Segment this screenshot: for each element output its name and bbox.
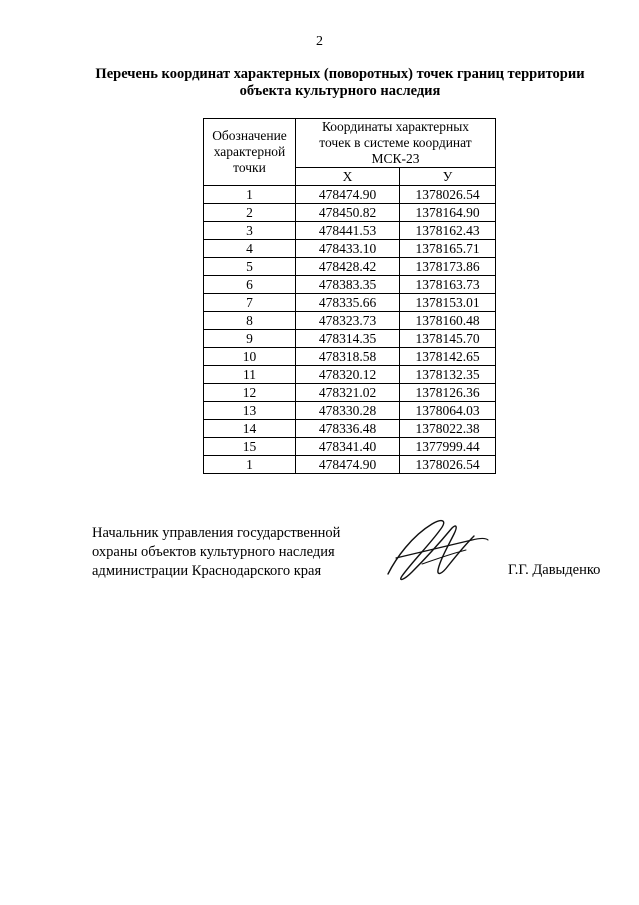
cell-y: 1378064.03 [400, 402, 496, 420]
table-row [204, 366, 496, 384]
signer-position-line: Начальник управления государственной [92, 525, 341, 541]
cell-x: 478428.42 [296, 258, 400, 276]
cell-x: 478441.53 [296, 222, 400, 240]
cell-point: 4 [204, 240, 296, 258]
cell-y: 1378160.48 [400, 312, 496, 330]
cell-point: 6 [204, 276, 296, 294]
cell-y: 1378165.71 [400, 240, 496, 258]
cell-y: 1378026.54 [400, 186, 496, 204]
cell-point: 5 [204, 258, 296, 276]
cell-x: 478320.12 [296, 366, 400, 384]
table-row [204, 276, 496, 294]
cell-point: 3 [204, 222, 296, 240]
cell-point: 1 [204, 186, 296, 204]
page-number: 2 [316, 34, 323, 49]
handwritten-signature-icon [382, 514, 490, 586]
header-x: Х [296, 168, 400, 186]
signer-name: Г.Г. Давыденко [508, 562, 601, 578]
cell-y: 1377999.44 [400, 438, 496, 456]
cell-x: 478314.35 [296, 330, 400, 348]
cell-x: 478474.90 [296, 186, 400, 204]
cell-y: 1378126.36 [400, 384, 496, 402]
header-y: У [400, 168, 496, 186]
cell-point: 9 [204, 330, 296, 348]
cell-x: 478450.82 [296, 204, 400, 222]
title-line-1: Перечень координат характерных (поворотных) точек границ территории [95, 66, 585, 82]
header-coordinates [296, 119, 496, 168]
table-row [204, 294, 496, 312]
cell-y: 1378162.43 [400, 222, 496, 240]
table-row [204, 312, 496, 330]
table-row [204, 438, 496, 456]
header-point-line: точки [233, 160, 266, 175]
cell-x: 478383.35 [296, 276, 400, 294]
cell-x: 478433.10 [296, 240, 400, 258]
header-coords-line: точек в системе координат [319, 135, 472, 150]
cell-x: 478336.48 [296, 420, 400, 438]
cell-point: 12 [204, 384, 296, 402]
table-row [204, 330, 496, 348]
header-coords-line: МСК-23 [371, 151, 420, 166]
coordinates-table [203, 118, 496, 474]
header-coords-line: Координаты характерных [321, 119, 470, 134]
table-row [204, 258, 496, 276]
cell-x: 478474.90 [296, 456, 400, 474]
cell-y: 1378022.38 [400, 420, 496, 438]
table-row [204, 222, 496, 240]
cell-y: 1378163.73 [400, 276, 496, 294]
header-point-line: характерной [213, 144, 286, 159]
table-row [204, 456, 496, 474]
cell-x: 478341.40 [296, 438, 400, 456]
cell-point: 1 [204, 456, 296, 474]
cell-y: 1378142.65 [400, 348, 496, 366]
cell-y: 1378173.86 [400, 258, 496, 276]
cell-point: 8 [204, 312, 296, 330]
table-row [204, 348, 496, 366]
cell-y: 1378164.90 [400, 204, 496, 222]
cell-point: 14 [204, 420, 296, 438]
cell-y: 1378145.70 [400, 330, 496, 348]
cell-point: 13 [204, 402, 296, 420]
cell-point: 11 [204, 366, 296, 384]
header-point-line: Обозначение [212, 128, 287, 143]
title-line-2: объекта культурного наследия [239, 83, 441, 99]
table-row [204, 384, 496, 402]
cell-y: 1378132.35 [400, 366, 496, 384]
table-row [204, 204, 496, 222]
signer-position [92, 524, 340, 581]
table-row [204, 186, 496, 204]
cell-x: 478321.02 [296, 384, 400, 402]
cell-point: 7 [204, 294, 296, 312]
cell-y: 1378026.54 [400, 456, 496, 474]
cell-x: 478335.66 [296, 294, 400, 312]
header-point-designation [204, 119, 296, 186]
table-row [204, 402, 496, 420]
cell-point: 10 [204, 348, 296, 366]
signer-position-line: охраны объектов культурного наследия [92, 544, 335, 560]
cell-x: 478330.28 [296, 402, 400, 420]
cell-x: 478318.58 [296, 348, 400, 366]
table-row [204, 240, 496, 258]
cell-point: 15 [204, 438, 296, 456]
cell-y: 1378153.01 [400, 294, 496, 312]
cell-point: 2 [204, 204, 296, 222]
coordinates-table-body [204, 186, 496, 474]
signer-position-line: администрации Краснодарского края [92, 563, 322, 579]
document-title [60, 66, 620, 100]
cell-x: 478323.73 [296, 312, 400, 330]
table-row [204, 420, 496, 438]
